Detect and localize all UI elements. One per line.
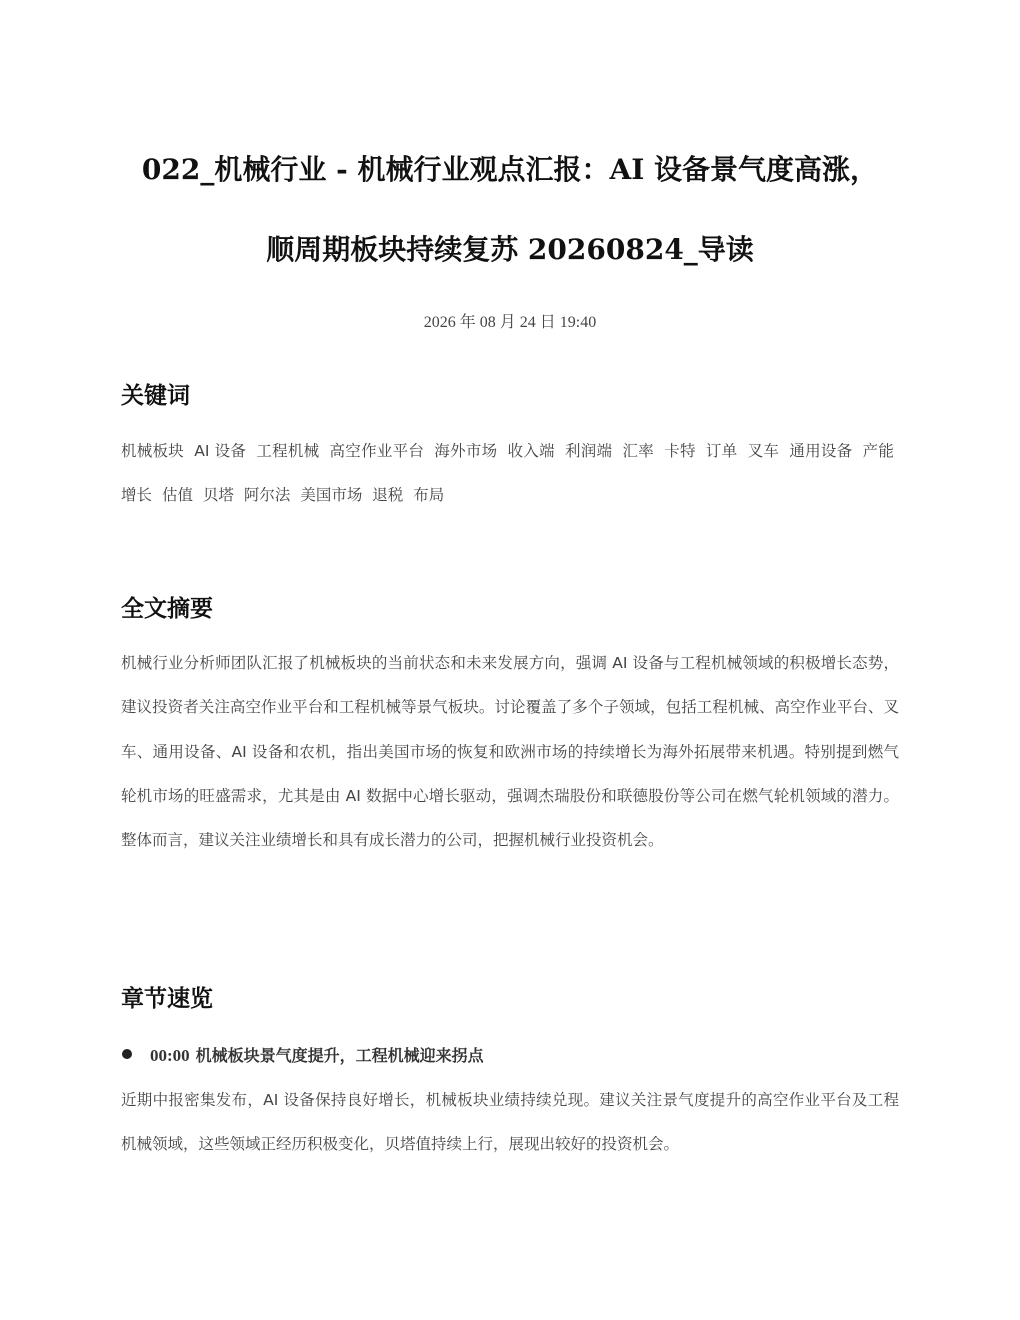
chapter-title-text: 机械板块景气度提升，工程机械迎来拐点 — [195, 1045, 484, 1065]
chapter-body: 近期中报密集发布，AI 设备保持良好增长，机械板块业绩持续兑现。建议关注景气度提升的高空作业平台及工程机械领域，这些领域正经历积极变化，贝塔值持续上行，展现出较好的投资机会。 — [121, 1091, 899, 1154]
keyword-item: 机械板块 — [121, 442, 185, 460]
keyword-item: 工程机械 — [256, 442, 320, 460]
chapter-timestamp: 00:00 — [150, 1045, 190, 1065]
keyword-item: AI 设备 — [194, 442, 247, 460]
document-page — [121, 0, 899, 1320]
keyword-item: 贝塔 — [202, 486, 234, 505]
keyword-item: 估值 — [161, 486, 193, 505]
chapter-item — [121, 1041, 899, 1067]
document-title-line-2: 顺周期板块持续复苏 20260824_导读 — [266, 233, 754, 266]
keyword-item: 叉车 — [747, 442, 780, 460]
keyword-item: 布局 — [413, 486, 445, 505]
keyword-item: 订单 — [705, 442, 738, 460]
bullet-icon — [122, 1049, 132, 1059]
summary-heading: 全文摘要 — [121, 596, 213, 622]
keyword-item: 退税 — [372, 486, 404, 505]
keyword-item: 收入端 — [507, 442, 555, 460]
keyword-item: 增长 — [121, 486, 153, 505]
keyword-item: 海外市场 — [434, 442, 498, 460]
chapter-title — [150, 1043, 484, 1066]
keyword-item: 汇率 — [622, 442, 654, 460]
keyword-item: 利润端 — [565, 442, 613, 460]
document-date: 2026 年 08 月 24 日 19:40 — [423, 314, 597, 331]
chapters-heading: 章节速览 — [121, 986, 213, 1012]
keyword-item: 产能 — [862, 442, 894, 460]
keywords-list — [121, 429, 899, 518]
document-title-line-1: 022_机械行业 - 机械行业观点汇报：AI 设备景气度高涨， — [141, 153, 879, 186]
keyword-item: 阿尔法 — [243, 486, 291, 505]
keyword-item: 高空作业平台 — [329, 442, 425, 460]
keywords-heading: 关键词 — [121, 383, 190, 409]
summary-text: 机械行业分析师团队汇报了机械板块的当前状态和未来发展方向，强调 AI 设备与工程机械领域的积极增长态势，建议投资者关注高空作业平台和工程机械等景气板块。讨论覆盖了多个子领域，包括工程机械、高空作业平台、叉车、通用设备、AI 设备和农机，指出美国市场的恢复和欧洲市场的持续增长为海外拓展带来机遇。特别提到燃气轮机市场的旺盛需求，尤其是由 AI 数据中心增长驱动，强调杰瑞股份和联德股份等公司在燃气轮机领域的潜力。整体而言，建议关注业绩增长和具有成长潜力的公司，把握机械行业投资机会。 — [121, 654, 899, 850]
keyword-item: 卡特 — [664, 442, 696, 460]
keyword-item: 美国市场 — [300, 486, 363, 505]
keyword-item: 通用设备 — [789, 442, 853, 460]
